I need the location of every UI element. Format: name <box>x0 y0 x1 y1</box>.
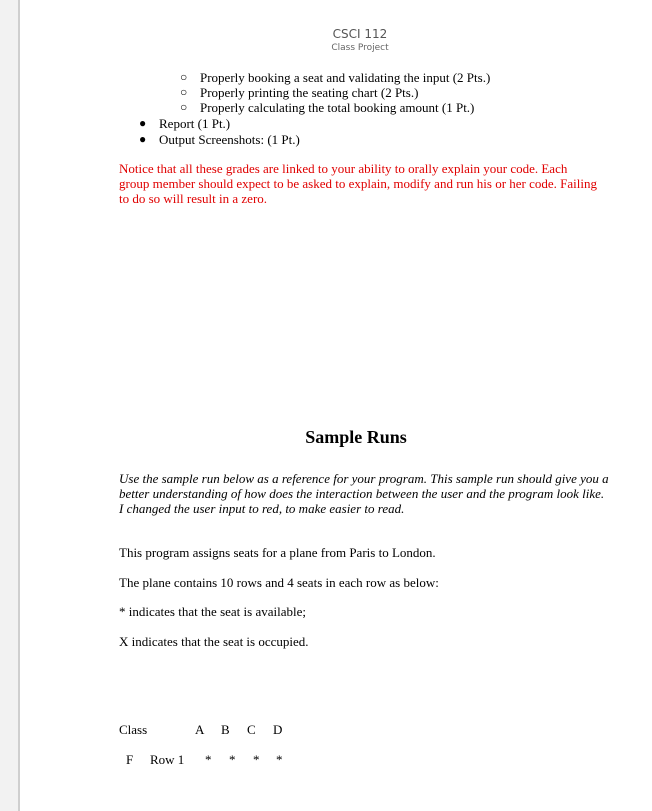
grading-item-text: Output Screenshots: (1 Pt.) <box>159 132 300 147</box>
column-header: D <box>273 722 283 737</box>
grading-subitem-text: Properly booking a seat and validating the input (2 Pts.) <box>200 70 491 85</box>
seat-cell: * <box>276 752 283 767</box>
grading-item-text: Report (1 Pt.) <box>159 116 231 131</box>
sample-line: The plane contains 10 rows and 4 seats in each row as below: <box>119 575 439 590</box>
grading-item <box>139 116 231 131</box>
grading-notice: Notice that all these grades are linked to your ability to orally explain your code. Each group member should expect to be asked to explain, modify and run his or her code. Failing to do so will result in a zero. <box>119 161 597 206</box>
sample-line: X indicates that the seat is occupied. <box>119 634 309 649</box>
hollow-bullet-icon: ○ <box>180 100 188 114</box>
column-header: B <box>221 722 230 737</box>
sample-intro: Use the sample run below as a reference for your program. This sample run should give you a better understanding of how does the interaction between the user and the program look like. I changed the user input to red, to make easier to read. <box>119 471 609 516</box>
header-course: CSCI 112 <box>332 27 388 41</box>
hollow-bullet-icon: ○ <box>180 70 188 84</box>
grading-subitem <box>180 100 475 115</box>
column-header: A <box>195 722 205 737</box>
seat-cell: * <box>229 752 236 767</box>
seat-cell: * <box>205 752 212 767</box>
row-class: F <box>126 752 134 767</box>
grading-subitem-text: Properly calculating the total booking amount (1 Pt.) <box>200 100 475 115</box>
grading-subitem-text: Properly printing the seating chart (2 Pts.) <box>200 85 419 100</box>
bullet-icon: ● <box>139 116 147 130</box>
grading-subitem <box>180 85 419 100</box>
hollow-bullet-icon: ○ <box>180 85 188 99</box>
grading-subitem <box>180 70 491 85</box>
sample-line: This program assigns seats for a plane from Paris to London. <box>119 545 436 560</box>
section-heading: Sample Runs <box>305 427 407 447</box>
sample-line: * indicates that the seat is available; <box>119 604 306 619</box>
header-subtitle: Class Project <box>331 43 389 53</box>
column-header: C <box>247 722 256 737</box>
seat-cell: * <box>253 752 260 767</box>
grading-item <box>139 132 300 147</box>
bullet-icon: ● <box>139 132 147 146</box>
column-header-class: Class <box>119 722 148 737</box>
row-label: Row 1 <box>150 752 185 767</box>
